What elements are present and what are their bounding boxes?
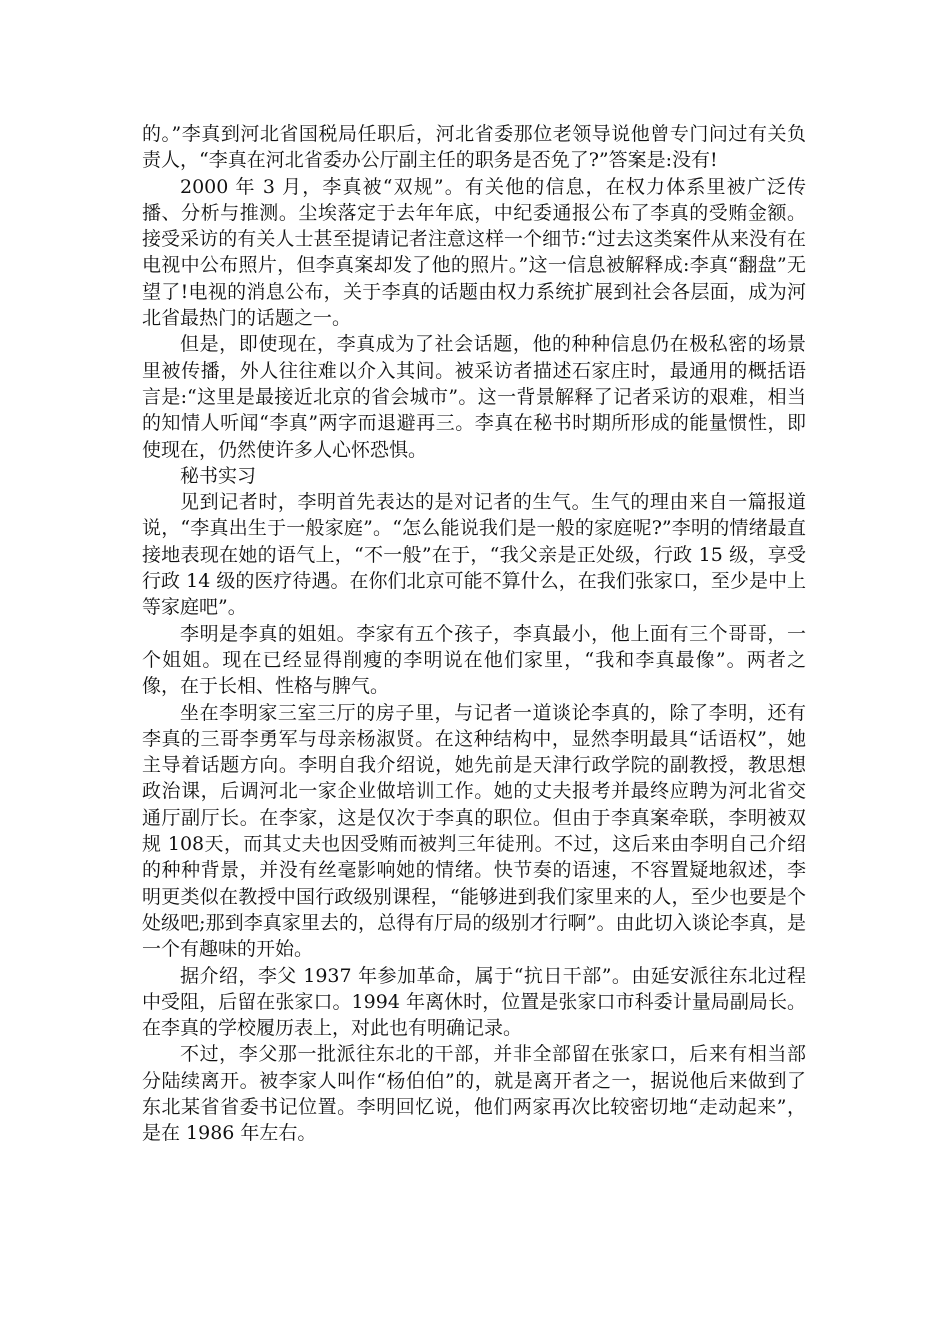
paragraph: 2000 年 3 月，李真被“双规”。有关他的信息，在权力体系里被广泛传播、分析与推测。尘埃落定于去年年底，中纪委通报公布了李真的受贿金额。接受采访的有关人士甚至提请记者注意这样一个细节:“过去这类案件从来没有在电视中公布照片，但李真案却发了他的照片。”这一信息被解释成:李真“翻盘”无望了!电视的消息公布，关于李真的话题由权力系统扩展到社会各层面，成为河北省最热门的话题之一。 <box>142 175 806 330</box>
document-page <box>142 121 806 1147</box>
paragraph: 见到记者时，李明首先表达的是对记者的生气。生气的理由来自一篇报道说，“李真出生于一般家庭”。“怎么能说我们是一般的家庭呢?”李明的情绪最直接地表现在她的语气上，“不一般”在于，“我父亲是正处级，行政 15 级，享受行政 14 级的医疗待遇。在你们北京可能不算什么，在我们张家口，至少是中上等家庭吧”。 <box>142 491 806 619</box>
paragraph: 的。”李真到河北省国税局任职后，河北省委那位老领导说他曾专门问过有关负责人，“李真在河北省委办公厅副主任的职务是否免了?”答案是:没有! <box>142 123 806 172</box>
paragraph: 不过，李父那一批派往东北的干部，并非全部留在张家口，后来有相当部分陆续离开。被李家人叫作“杨伯伯”的，就是离开者之一，据说他后来做到了东北某省省委书记位置。李明回忆说，他们两家再次比较密切地“走动起来”，是在 1986 年左右。 <box>142 1043 806 1145</box>
paragraph: 坐在李明家三室三厅的房子里，与记者一道谈论李真的，除了李明，还有李真的三哥李勇军与母亲杨淑贤。在这种结构中，显然李明最具“话语权”，她主导着话题方向。李明自我介绍说，她先前是天津行政学院的副教授，教思想政治课，后调河北一家企业做培训工作。她的丈夫报考并最终应聘为河北省交通厅副厅长。在李家，这是仅次于李真的职位。但由于李真案牵联，李明被双规 108天，而其丈夫也因受贿而被判三年徒刑。不过，这后来由李明自己介绍的种种背景，并没有丝毫影响她的情绪。快节奏的语速，不容置疑地叙述，李明更类似在教授中国行政级别课程，“能够进到我们家里来的人，至少也要是个处级吧;那到李真家里去的，总得有厅局的级别才行啊”。由此切入谈论李真，是一个有趣味的开始。 <box>142 701 806 961</box>
paragraph: 据介绍，李父 1937 年参加革命，属于“抗日干部”。由延安派往东北过程中受阻，后留在张家口。1994 年离休时，位置是张家口市科委计量局副局长。在李真的学校履历表上，对此也有明确记录。 <box>142 964 806 1040</box>
paragraph: 李明是李真的姐姐。李家有五个孩子，李真最小，他上面有三个哥哥，一个姐姐。现在已经显得削瘦的李明说在他们家里，“我和李真最像”。两者之像，在于长相、性格与脾气。 <box>142 622 806 698</box>
section-heading: 秘书实习 <box>180 464 257 487</box>
paragraph: 但是，即使现在，李真成为了社会话题，他的种种信息仍在极私密的场景里被传播，外人往往难以介入其间。被采访者描述石家庄时，最通用的概括语言是:“这里是最接近北京的省会城市”。这一背景解释了记者采访的艰难，相当的知情人听闻“李真”两字而退避再三。李真在秘书时期所形成的能量惯性，即使现在，仍然使许多人心怀恐惧。 <box>142 333 806 461</box>
